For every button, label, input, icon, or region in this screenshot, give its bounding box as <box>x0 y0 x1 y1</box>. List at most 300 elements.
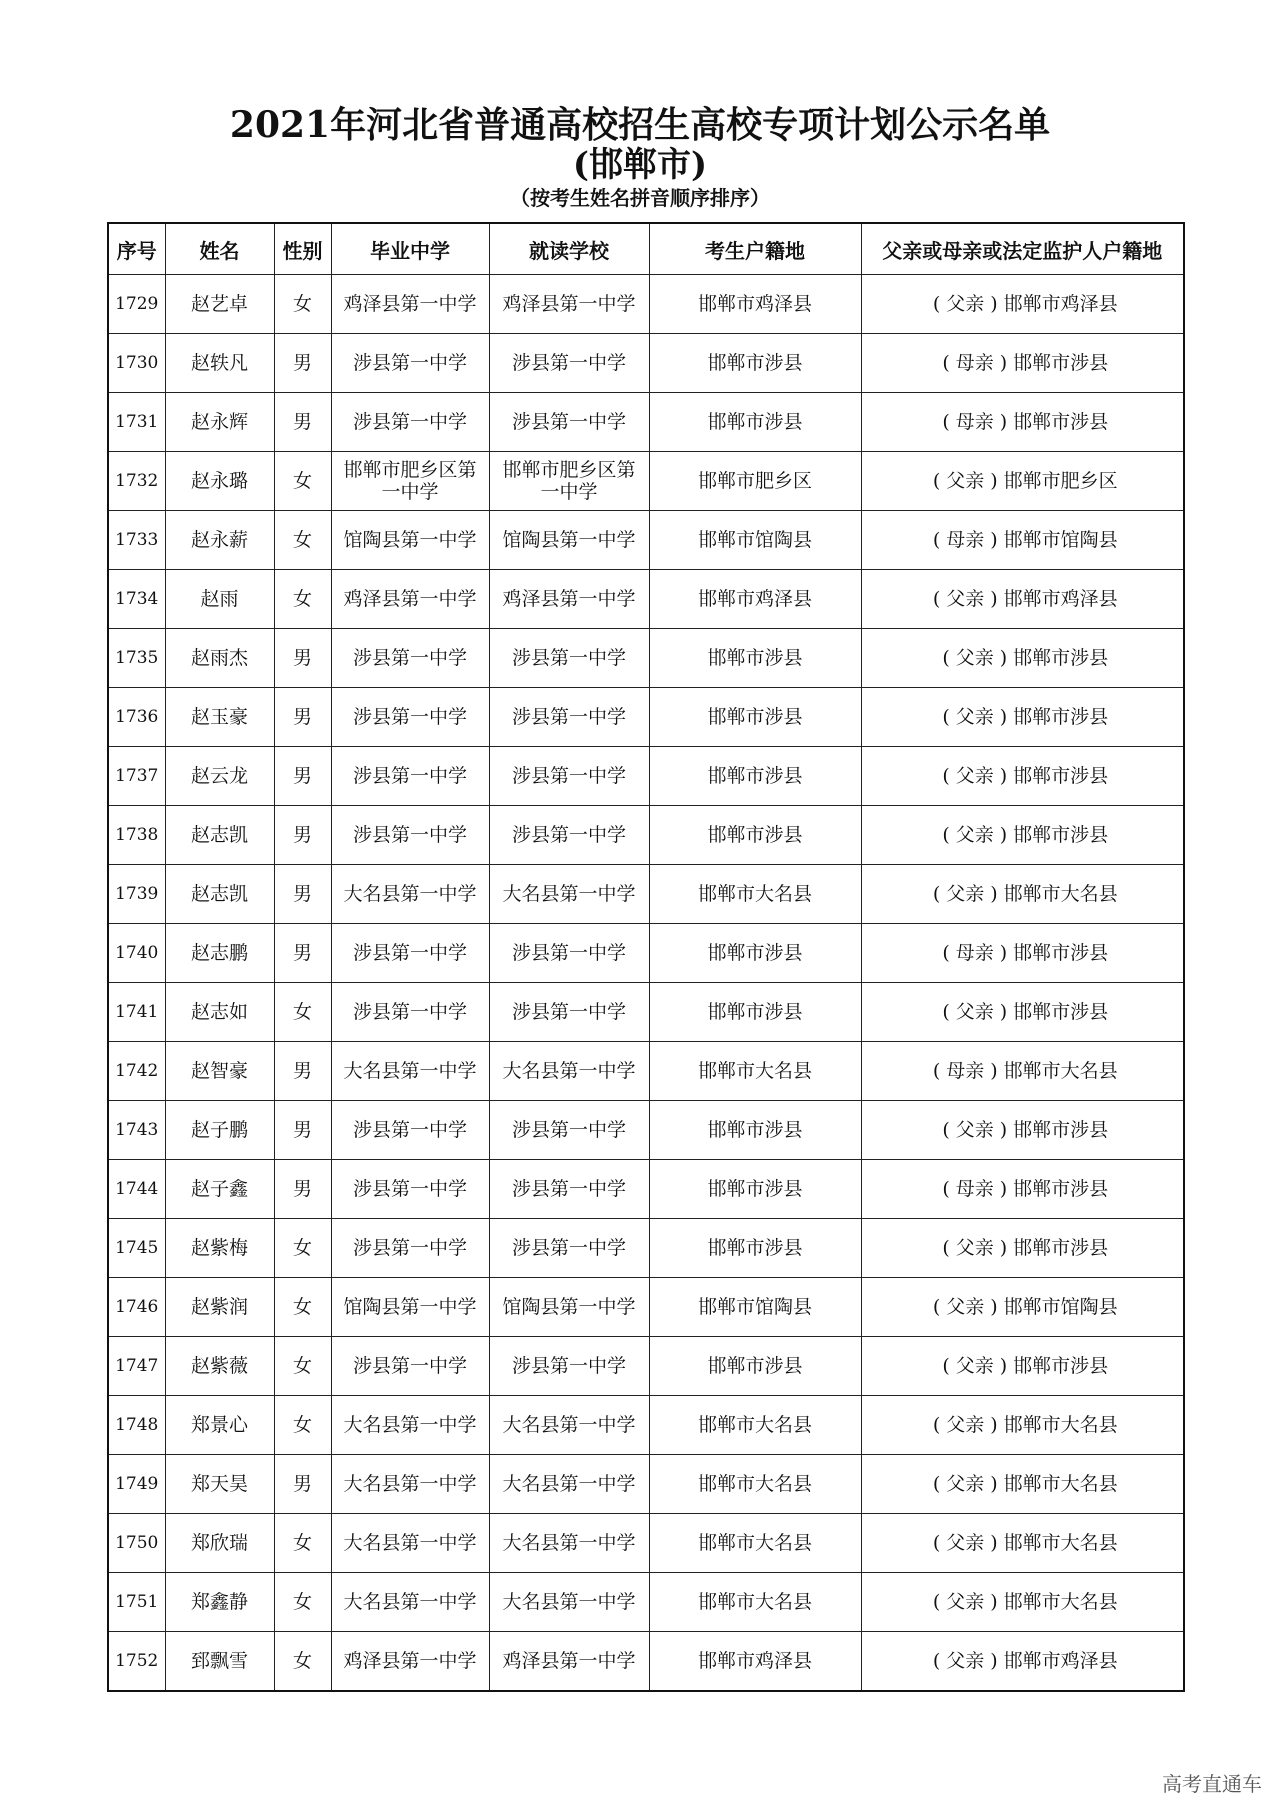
cell-hukou: 邯郸市涉县 <box>649 688 861 747</box>
cell-gender: 女 <box>274 983 331 1042</box>
cell-name: 赵志鹏 <box>165 924 274 983</box>
cell-gender: 女 <box>274 1632 331 1692</box>
cell-gender: 女 <box>274 570 331 629</box>
cell-current-school: 涉县第一中学 <box>489 1160 649 1219</box>
cell-gender: 男 <box>274 1455 331 1514</box>
paren-open: ( <box>932 1650 941 1672</box>
paren-close: ) <box>990 1591 998 1613</box>
cell-guardian <box>861 747 1184 806</box>
cell-name: 赵艺卓 <box>165 275 274 334</box>
cell-grad-school: 大名县第一中学 <box>331 1514 489 1573</box>
paren-open: ( <box>942 1001 950 1023</box>
cell-seq: 1735 <box>108 629 165 688</box>
cell-seq: 1742 <box>108 1042 165 1101</box>
cell-seq: 1752 <box>108 1632 165 1692</box>
cell-guardian <box>861 688 1184 747</box>
guardian-hukou: 邯郸市馆陶县 <box>1003 529 1118 551</box>
cell-gender: 女 <box>274 275 331 334</box>
guardian-relation: 父亲 <box>946 1532 985 1554</box>
cell-current-school: 馆陶县第一中学 <box>489 511 649 570</box>
guardian-relation: 父亲 <box>946 883 985 905</box>
table-row <box>108 511 1184 570</box>
cell-guardian <box>861 1396 1184 1455</box>
cell-gender: 女 <box>274 452 331 511</box>
guardian-relation: 父亲 <box>955 824 994 846</box>
cell-seq: 1746 <box>108 1278 165 1337</box>
cell-name: 赵云龙 <box>165 747 274 806</box>
guardian-relation: 母亲 <box>955 352 994 374</box>
table-row <box>108 629 1184 688</box>
cell-hukou: 邯郸市肥乡区 <box>649 452 861 511</box>
paren-open: ( <box>942 1119 950 1141</box>
cell-seq: 1741 <box>108 983 165 1042</box>
cell-seq: 1736 <box>108 688 165 747</box>
cell-hukou: 邯郸市涉县 <box>649 334 861 393</box>
guardian-hukou: 邯郸市涉县 <box>1013 1355 1109 1377</box>
cell-seq: 1737 <box>108 747 165 806</box>
header-seq: 序号 <box>108 223 165 275</box>
table-row <box>108 1337 1184 1396</box>
cell-current-school: 涉县第一中学 <box>489 334 649 393</box>
cell-grad-school: 涉县第一中学 <box>331 1101 489 1160</box>
cell-seq: 1734 <box>108 570 165 629</box>
guardian-relation: 父亲 <box>946 1591 985 1613</box>
paren-close: ) <box>999 1001 1008 1023</box>
cell-gender: 男 <box>274 393 331 452</box>
cell-seq: 1731 <box>108 393 165 452</box>
cell-grad-school: 涉县第一中学 <box>331 924 489 983</box>
cell-hukou: 邯郸市涉县 <box>649 1160 861 1219</box>
cell-grad-school: 涉县第一中学 <box>331 983 489 1042</box>
cell-name: 赵智豪 <box>165 1042 274 1101</box>
cell-gender: 男 <box>274 1160 331 1219</box>
cell-grad-school: 馆陶县第一中学 <box>331 511 489 570</box>
paren-close: ) <box>990 470 998 492</box>
cell-gender: 男 <box>274 629 331 688</box>
guardian-hukou: 邯郸市大名县 <box>1003 1532 1118 1554</box>
cell-current-school: 涉县第一中学 <box>489 1337 649 1396</box>
guardian-hukou: 邯郸市鸡泽县 <box>1003 588 1118 610</box>
cell-seq: 1729 <box>108 275 165 334</box>
paren-open: ( <box>932 588 941 610</box>
cell-guardian <box>861 452 1184 511</box>
guardian-hukou: 邯郸市大名县 <box>1003 1060 1118 1082</box>
cell-seq: 1739 <box>108 865 165 924</box>
cell-gender: 男 <box>274 924 331 983</box>
cell-guardian <box>861 1573 1184 1632</box>
table-row <box>108 1101 1184 1160</box>
cell-current-school: 涉县第一中学 <box>489 924 649 983</box>
paren-close: ) <box>990 1414 998 1436</box>
cell-name: 郑天昊 <box>165 1455 274 1514</box>
paren-open: ( <box>942 765 950 787</box>
table-row <box>108 1219 1184 1278</box>
cell-current-school: 邯郸市肥乡区第一中学 <box>489 452 649 511</box>
guardian-hukou: 邯郸市大名县 <box>1003 1414 1118 1436</box>
cell-guardian <box>861 629 1184 688</box>
header-current-school: 就读学校 <box>489 223 649 275</box>
cell-guardian <box>861 393 1184 452</box>
cell-guardian <box>861 334 1184 393</box>
cell-gender: 女 <box>274 1278 331 1337</box>
cell-hukou: 邯郸市涉县 <box>649 983 861 1042</box>
cell-grad-school: 涉县第一中学 <box>331 1337 489 1396</box>
cell-gender: 女 <box>274 1219 331 1278</box>
cell-seq: 1750 <box>108 1514 165 1573</box>
cell-hukou: 邯郸市鸡泽县 <box>649 1632 861 1692</box>
cell-hukou: 邯郸市涉县 <box>649 1337 861 1396</box>
roster-table <box>107 222 1185 1692</box>
guardian-relation: 父亲 <box>955 647 994 669</box>
cell-gender: 男 <box>274 747 331 806</box>
guardian-relation: 父亲 <box>955 765 994 787</box>
paren-close: ) <box>990 588 998 610</box>
cell-name: 郑景心 <box>165 1396 274 1455</box>
paren-close: ) <box>999 1237 1008 1259</box>
cell-hukou: 邯郸市大名县 <box>649 1514 861 1573</box>
cell-hukou: 邯郸市大名县 <box>649 1455 861 1514</box>
cell-name: 郑鑫静 <box>165 1573 274 1632</box>
table-row <box>108 806 1184 865</box>
guardian-hukou: 邯郸市涉县 <box>1013 765 1109 787</box>
paren-open: ( <box>932 1473 941 1495</box>
paren-close: ) <box>990 1296 998 1318</box>
cell-seq: 1744 <box>108 1160 165 1219</box>
cell-gender: 男 <box>274 1101 331 1160</box>
cell-current-school: 涉县第一中学 <box>489 393 649 452</box>
guardian-relation: 父亲 <box>946 588 985 610</box>
guardian-hukou: 邯郸市馆陶县 <box>1003 1296 1118 1318</box>
cell-gender: 男 <box>274 806 331 865</box>
document-subtitle: (邯郸市) <box>572 145 708 185</box>
paren-close: ) <box>999 824 1008 846</box>
cell-grad-school: 涉县第一中学 <box>331 688 489 747</box>
cell-current-school: 大名县第一中学 <box>489 1573 649 1632</box>
guardian-hukou: 邯郸市大名县 <box>1003 883 1118 905</box>
cell-name: 赵紫梅 <box>165 1219 274 1278</box>
table-row <box>108 1396 1184 1455</box>
cell-grad-school: 邯郸市肥乡区第一中学 <box>331 452 489 511</box>
cell-name: 赵志凯 <box>165 806 274 865</box>
cell-guardian <box>861 1278 1184 1337</box>
cell-grad-school: 大名县第一中学 <box>331 1455 489 1514</box>
cell-grad-school: 大名县第一中学 <box>331 1573 489 1632</box>
cell-grad-school: 涉县第一中学 <box>331 393 489 452</box>
paren-open: ( <box>932 470 941 492</box>
guardian-hukou: 邯郸市涉县 <box>1013 411 1109 433</box>
cell-guardian <box>861 1101 1184 1160</box>
cell-guardian <box>861 1219 1184 1278</box>
paren-open: ( <box>942 942 950 964</box>
cell-current-school: 鸡泽县第一中学 <box>489 1632 649 1692</box>
cell-grad-school: 鸡泽县第一中学 <box>331 1632 489 1692</box>
guardian-hukou: 邯郸市涉县 <box>1013 1178 1109 1200</box>
paren-close: ) <box>990 293 998 315</box>
guardian-relation: 父亲 <box>955 1355 994 1377</box>
paren-close: ) <box>990 529 998 551</box>
cell-guardian <box>861 1042 1184 1101</box>
cell-hukou: 邯郸市大名县 <box>649 1042 861 1101</box>
cell-grad-school: 馆陶县第一中学 <box>331 1278 489 1337</box>
cell-grad-school: 涉县第一中学 <box>331 629 489 688</box>
guardian-relation: 父亲 <box>955 1119 994 1141</box>
paren-close: ) <box>999 765 1008 787</box>
cell-name: 赵永辉 <box>165 393 274 452</box>
paren-open: ( <box>932 883 941 905</box>
guardian-relation: 父亲 <box>946 470 985 492</box>
paren-close: ) <box>999 1119 1008 1141</box>
paren-close: ) <box>999 1355 1008 1377</box>
cell-hukou: 邯郸市涉县 <box>649 629 861 688</box>
cell-current-school: 大名县第一中学 <box>489 865 649 924</box>
paren-close: ) <box>999 411 1008 433</box>
cell-current-school: 涉县第一中学 <box>489 629 649 688</box>
header-name: 姓名 <box>165 223 274 275</box>
guardian-hukou: 邯郸市涉县 <box>1013 1001 1109 1023</box>
guardian-hukou: 邯郸市大名县 <box>1003 1591 1118 1613</box>
table-row <box>108 452 1184 511</box>
paren-open: ( <box>942 647 950 669</box>
guardian-relation: 母亲 <box>955 411 994 433</box>
cell-gender: 男 <box>274 334 331 393</box>
paren-open: ( <box>932 1532 941 1554</box>
paren-open: ( <box>942 1178 950 1200</box>
cell-grad-school: 涉县第一中学 <box>331 334 489 393</box>
cell-name: 赵雨杰 <box>165 629 274 688</box>
table-row <box>108 983 1184 1042</box>
cell-grad-school: 鸡泽县第一中学 <box>331 275 489 334</box>
guardian-hukou: 邯郸市涉县 <box>1013 1237 1109 1259</box>
cell-current-school: 大名县第一中学 <box>489 1042 649 1101</box>
table-row <box>108 334 1184 393</box>
cell-seq: 1748 <box>108 1396 165 1455</box>
guardian-hukou: 邯郸市涉县 <box>1013 1119 1109 1141</box>
guardian-relation: 父亲 <box>946 1650 985 1672</box>
cell-name: 赵志如 <box>165 983 274 1042</box>
paren-close: ) <box>999 942 1008 964</box>
guardian-hukou: 邯郸市肥乡区 <box>1003 470 1118 492</box>
guardian-hukou: 邯郸市涉县 <box>1013 647 1109 669</box>
cell-gender: 男 <box>274 865 331 924</box>
table-row <box>108 1573 1184 1632</box>
guardian-hukou: 邯郸市涉县 <box>1013 706 1109 728</box>
guardian-relation: 母亲 <box>946 529 985 551</box>
paren-open: ( <box>932 293 941 315</box>
cell-current-school: 涉县第一中学 <box>489 983 649 1042</box>
guardian-relation: 母亲 <box>955 942 994 964</box>
cell-name: 赵轶凡 <box>165 334 274 393</box>
cell-name: 郑欣瑞 <box>165 1514 274 1573</box>
guardian-relation: 父亲 <box>946 293 985 315</box>
paren-open: ( <box>942 411 950 433</box>
header-row <box>108 223 1184 275</box>
cell-grad-school: 大名县第一中学 <box>331 865 489 924</box>
guardian-relation: 父亲 <box>946 1296 985 1318</box>
guardian-hukou: 邯郸市大名县 <box>1003 1473 1118 1495</box>
cell-hukou: 邯郸市涉县 <box>649 1101 861 1160</box>
cell-hukou: 邯郸市涉县 <box>649 806 861 865</box>
header-gender: 性别 <box>274 223 331 275</box>
paren-open: ( <box>932 529 941 551</box>
paren-close: ) <box>990 1060 998 1082</box>
cell-grad-school: 大名县第一中学 <box>331 1042 489 1101</box>
table-body <box>108 275 1184 1692</box>
table-row <box>108 275 1184 334</box>
guardian-relation: 父亲 <box>946 1473 985 1495</box>
cell-hukou: 邯郸市鸡泽县 <box>649 275 861 334</box>
cell-seq: 1733 <box>108 511 165 570</box>
cell-current-school: 大名县第一中学 <box>489 1455 649 1514</box>
table-row <box>108 1278 1184 1337</box>
cell-hukou: 邯郸市馆陶县 <box>649 511 861 570</box>
guardian-relation: 父亲 <box>955 706 994 728</box>
cell-current-school: 涉县第一中学 <box>489 1219 649 1278</box>
guardian-hukou: 邯郸市涉县 <box>1013 942 1109 964</box>
cell-seq: 1730 <box>108 334 165 393</box>
table-row <box>108 688 1184 747</box>
cell-name: 赵雨 <box>165 570 274 629</box>
cell-guardian <box>861 865 1184 924</box>
guardian-relation: 母亲 <box>955 1178 994 1200</box>
cell-seq: 1743 <box>108 1101 165 1160</box>
cell-guardian <box>861 1632 1184 1692</box>
paren-open: ( <box>932 1414 941 1436</box>
table-row <box>108 1160 1184 1219</box>
cell-hukou: 邯郸市涉县 <box>649 924 861 983</box>
cell-hukou: 邯郸市馆陶县 <box>649 1278 861 1337</box>
table-row <box>108 924 1184 983</box>
table-row <box>108 747 1184 806</box>
cell-guardian <box>861 1514 1184 1573</box>
cell-name: 赵志凯 <box>165 865 274 924</box>
sort-note: （按考生姓名拼音顺序排序） <box>510 186 770 210</box>
guardian-relation: 父亲 <box>955 1001 994 1023</box>
cell-name: 赵玉豪 <box>165 688 274 747</box>
cell-grad-school: 大名县第一中学 <box>331 1396 489 1455</box>
cell-name: 赵紫薇 <box>165 1337 274 1396</box>
cell-hukou: 邯郸市涉县 <box>649 747 861 806</box>
cell-seq: 1749 <box>108 1455 165 1514</box>
paren-close: ) <box>990 1532 998 1554</box>
cell-current-school: 大名县第一中学 <box>489 1396 649 1455</box>
guardian-hukou: 邯郸市涉县 <box>1013 824 1109 846</box>
cell-current-school: 涉县第一中学 <box>489 1101 649 1160</box>
cell-name: 赵子鑫 <box>165 1160 274 1219</box>
cell-current-school: 涉县第一中学 <box>489 747 649 806</box>
paren-close: ) <box>999 647 1008 669</box>
paren-close: ) <box>990 883 998 905</box>
document-title: 2021年河北省普通高校招生高校专项计划公示名单 <box>229 104 1051 146</box>
cell-guardian <box>861 570 1184 629</box>
cell-guardian <box>861 511 1184 570</box>
cell-guardian <box>861 275 1184 334</box>
table-row <box>108 1042 1184 1101</box>
cell-current-school: 涉县第一中学 <box>489 806 649 865</box>
cell-current-school: 涉县第一中学 <box>489 688 649 747</box>
guardian-hukou: 邯郸市涉县 <box>1013 352 1109 374</box>
cell-gender: 女 <box>274 511 331 570</box>
guardian-relation: 母亲 <box>946 1060 985 1082</box>
cell-current-school: 鸡泽县第一中学 <box>489 275 649 334</box>
cell-guardian <box>861 924 1184 983</box>
table-header <box>108 223 1184 275</box>
header-hukou: 考生户籍地 <box>649 223 861 275</box>
table-row <box>108 1455 1184 1514</box>
cell-grad-school: 涉县第一中学 <box>331 747 489 806</box>
cell-hukou: 邯郸市涉县 <box>649 393 861 452</box>
cell-gender: 女 <box>274 1514 331 1573</box>
paren-open: ( <box>932 1060 941 1082</box>
cell-current-school: 大名县第一中学 <box>489 1514 649 1573</box>
cell-guardian <box>861 806 1184 865</box>
cell-hukou: 邯郸市大名县 <box>649 1396 861 1455</box>
cell-gender: 女 <box>274 1573 331 1632</box>
guardian-hukou: 邯郸市鸡泽县 <box>1003 1650 1118 1672</box>
cell-seq: 1732 <box>108 452 165 511</box>
guardian-hukou: 邯郸市鸡泽县 <box>1003 293 1118 315</box>
cell-seq: 1740 <box>108 924 165 983</box>
cell-seq: 1751 <box>108 1573 165 1632</box>
cell-name: 赵子鹏 <box>165 1101 274 1160</box>
watermark-text: 高考直通车 <box>1162 1772 1262 1796</box>
cell-hukou: 邯郸市涉县 <box>649 1219 861 1278</box>
cell-gender: 女 <box>274 1337 331 1396</box>
paren-close: ) <box>990 1650 998 1672</box>
cell-grad-school: 涉县第一中学 <box>331 1160 489 1219</box>
paren-open: ( <box>942 824 950 846</box>
cell-grad-school: 鸡泽县第一中学 <box>331 570 489 629</box>
paren-open: ( <box>932 1296 941 1318</box>
table-row <box>108 1632 1184 1692</box>
header-grad-school: 毕业中学 <box>331 223 489 275</box>
guardian-relation: 父亲 <box>946 1414 985 1436</box>
cell-seq: 1745 <box>108 1219 165 1278</box>
paren-close: ) <box>999 352 1008 374</box>
cell-guardian <box>861 1337 1184 1396</box>
cell-hukou: 邯郸市大名县 <box>649 1573 861 1632</box>
cell-hukou: 邯郸市鸡泽县 <box>649 570 861 629</box>
cell-guardian <box>861 1455 1184 1514</box>
paren-open: ( <box>942 706 950 728</box>
cell-name: 赵永璐 <box>165 452 274 511</box>
table-row <box>108 570 1184 629</box>
paren-open: ( <box>942 1355 950 1377</box>
cell-gender: 男 <box>274 1042 331 1101</box>
table-row <box>108 865 1184 924</box>
cell-grad-school: 涉县第一中学 <box>331 1219 489 1278</box>
paren-open: ( <box>942 352 950 374</box>
paren-open: ( <box>932 1591 941 1613</box>
cell-guardian <box>861 983 1184 1042</box>
guardian-relation: 父亲 <box>955 1237 994 1259</box>
cell-name: 郅飘雪 <box>165 1632 274 1692</box>
cell-seq: 1747 <box>108 1337 165 1396</box>
table-row <box>108 1514 1184 1573</box>
cell-grad-school: 涉县第一中学 <box>331 806 489 865</box>
cell-gender: 女 <box>274 1396 331 1455</box>
paren-close: ) <box>999 1178 1008 1200</box>
cell-name: 赵永薪 <box>165 511 274 570</box>
cell-current-school: 鸡泽县第一中学 <box>489 570 649 629</box>
cell-name: 赵紫润 <box>165 1278 274 1337</box>
table-row <box>108 393 1184 452</box>
cell-current-school: 馆陶县第一中学 <box>489 1278 649 1337</box>
paren-close: ) <box>990 1473 998 1495</box>
paren-open: ( <box>942 1237 950 1259</box>
cell-guardian <box>861 1160 1184 1219</box>
cell-gender: 男 <box>274 688 331 747</box>
header-guardian-hukou: 父亲或母亲或法定监护人户籍地 <box>861 223 1184 275</box>
